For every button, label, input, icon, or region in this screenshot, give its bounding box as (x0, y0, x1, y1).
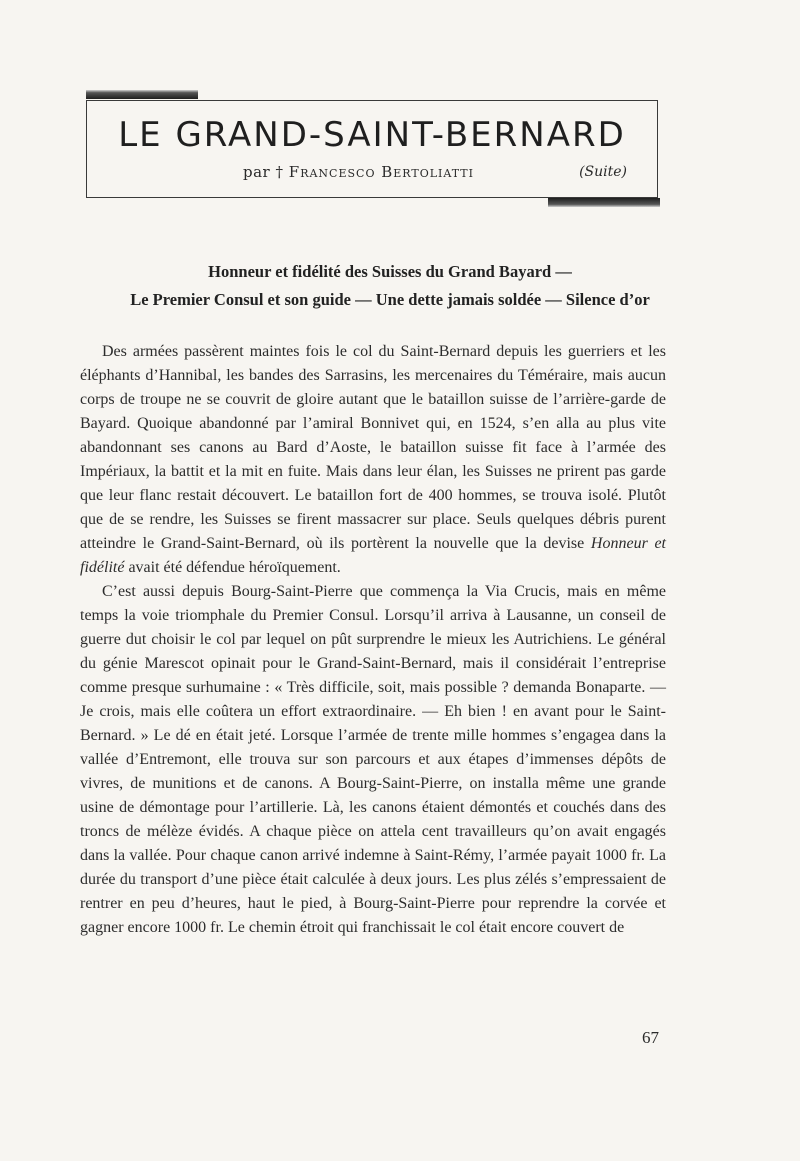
subheading-line-1: Honneur et fidélité des Suisses du Grand Bayard — (208, 262, 572, 281)
title-decor-bar-bottom (548, 198, 660, 207)
author-name: Francesco Bertoliatti (288, 163, 474, 181)
paragraph-2: C’est aussi depuis Bourg-Saint-Pierre que commença la Via Crucis, mais en même temps la voie triomphale du Premier Consul. Lorsqu’il arriva à Lausanne, un conseil de guerre dut choisir le col par lequel on pût surprendre le mieux les Autrichiens. Le général du génie Marescot opinait pour le Grand-Saint-Bernard, mais il considérait l’entreprise comme presque surhumaine : « Très difficile, soit, mais possible ? demanda Bonaparte. — Je crois, mais elle coûtera un effort extraordinaire. — Eh bien ! en avant pour le Saint-Bernard. » Le dé en était jeté. Lorsque l’armée de trente mille hommes s’engagea dans la vallée d’Entremont, elle trouva sur son parcours et aux étapes d’immenses dépôts de vivres, de munitions et de canons. A Bourg-Saint-Pierre, on installa même une grande usine de démontage pour l’artillerie. Là, les canons étaient démontés et couchés dans des troncs de mélèze évidés. A chaque pièce on attela cent travailleurs qu’on avait engagés dans la vallée. Pour chaque canon arrivé indemne à Saint-Rémy, l’armée payait 1000 fr. La durée du transport d’une pièce était calculée à deux jours. Les plus zélés s’empressaient de rentrer en peu d’heures, haut le pied, à Bourg-Saint-Pierre pour reprendre la corvée et gagner encore 1000 fr. Le chemin étroit qui franchissait le col était encore couvert de (80, 583, 666, 936)
paragraph-1 (80, 340, 666, 580)
subheading-line-2: Le Premier Consul et son guide — Une dette jamais soldée — Silence d’or (130, 290, 650, 309)
title-decor-bar-top (86, 90, 198, 99)
byline-par: par (243, 163, 271, 181)
article-body (80, 340, 666, 940)
paragraph-1-text: Des armées passèrent maintes fois le col du Saint-Bernard depuis les guerriers et les éléphants d’Hannibal, les bandes des Sarrasins, les mercenaires du Téméraire, mais aucun corps de troupe ne se couvrit de gloire autant que le bataillon suisse de l’arrière-garde de Bayard. Quoique abandonné par l’amiral Bonnivet qui, en 1524, s’en alla au plus vite abandonnant ses canons au Bard d’Aoste, le bataillon suisse fit face à l’armée des Impériaux, la battit et la mit en fuite. Mais dans leur élan, les Suisses ne prirent pas garde que leur flanc restait découvert. Le bataillon fort de 400 hommes, se trouva isolé. Plutôt que de se rendre, les Suisses se firent massacrer sur place. Seuls quelques débris purent atteindre le Grand-Saint-Bernard, où ils portèrent la nouvelle que la devise (80, 343, 666, 552)
dagger-mark: † (275, 163, 284, 181)
suite-label: (Suite) (579, 164, 627, 180)
paragraph-1-end: avait été défendue héroïquement. (124, 559, 341, 576)
title-frame (86, 100, 658, 198)
page-number: 67 (642, 1028, 659, 1047)
byline (243, 163, 474, 181)
motto-italic: Honneur et fidélité (80, 535, 666, 576)
article-title: LE GRAND-SAINT-BERNARD (118, 115, 626, 155)
